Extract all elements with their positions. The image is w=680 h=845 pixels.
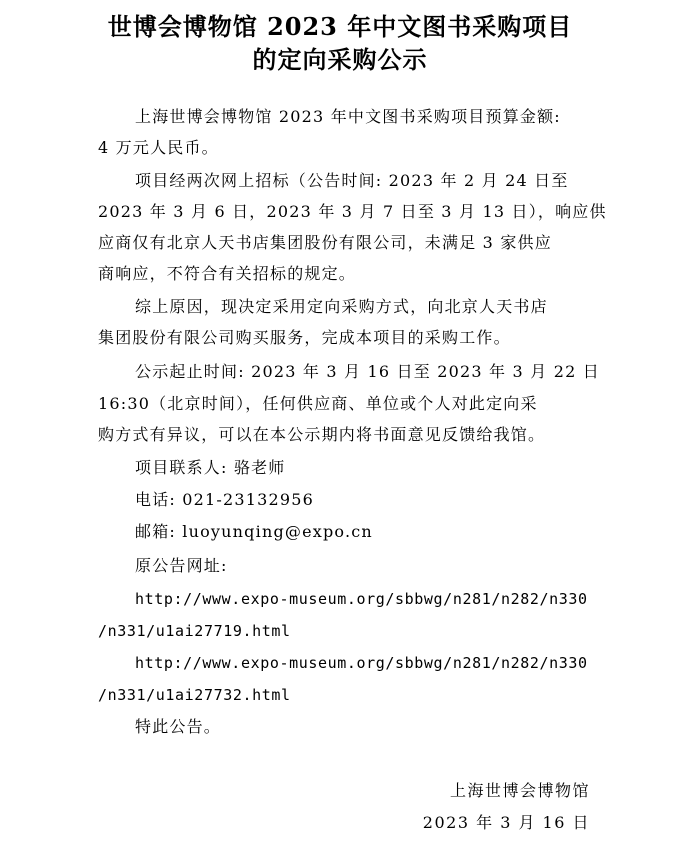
budget-paragraph-line-2: 4 万元人民币。 [98, 138, 219, 157]
original-notice-link-2-part-2[interactable]: /n331/u1ai27732.html [98, 686, 291, 704]
decision-paragraph-line-2: 集团股份有限公司购买服务，完成本项目的采购工作。 [98, 328, 511, 347]
closing-remark: 特此公告。 [135, 717, 222, 736]
original-notice-link-1-part-2[interactable]: /n331/u1ai27719.html [98, 622, 291, 640]
contact-email[interactable]: 邮箱: luoyunqing@expo.cn [135, 522, 373, 541]
budget-paragraph-line-1: 上海世博会博物馆 2023 年中文图书采购项目预算金额: [135, 107, 561, 126]
decision-paragraph-line-1: 综上原因，现决定采用定向采购方式，向北京人天书店 [135, 297, 548, 316]
original-notice-label: 原公告网址: [135, 556, 228, 575]
original-notice-link-1-part-1[interactable]: http://www.expo-museum.org/sbbwg/n281/n282/n330 [135, 590, 588, 608]
document-title-line-1: 世博会博物馆 2023 年中文图书采购项目 [107, 12, 573, 41]
period-paragraph-line-3: 购方式有异议，可以在本公示期内将书面意见反馈给我馆。 [98, 425, 546, 444]
contact-person: 项目联系人: 骆老师 [135, 458, 286, 477]
document-title-line-2: 的定向采购公示 [252, 45, 428, 74]
tender-paragraph-line-3: 应商仅有北京人天书店集团股份有限公司，未满足 3 家供应 [98, 233, 552, 252]
signature-date: 2023 年 3 月 16 日 [422, 813, 590, 832]
tender-paragraph-line-2: 2023 年 3 月 6 日，2023 年 3 月 7 日至 3 月 13 日），响应供 [98, 202, 607, 221]
tender-paragraph-line-1: 项目经两次网上招标（公告时间: 2023 年 2 月 24 日至 [135, 171, 569, 190]
tender-paragraph-line-4: 商响应，不符合有关招标的规定。 [98, 264, 357, 283]
period-paragraph-line-1: 公示起止时间: 2023 年 3 月 16 日至 2023 年 3 月 22 日 [135, 362, 600, 381]
original-notice-link-2-part-1[interactable]: http://www.expo-museum.org/sbbwg/n281/n282/n330 [135, 654, 588, 672]
signature-organization: 上海世博会博物馆 [449, 781, 590, 800]
contact-phone: 电话: 021-23132956 [135, 490, 315, 509]
period-paragraph-line-2: 16:30（北京时间），任何供应商、单位或个人对此定向采 [98, 394, 538, 413]
